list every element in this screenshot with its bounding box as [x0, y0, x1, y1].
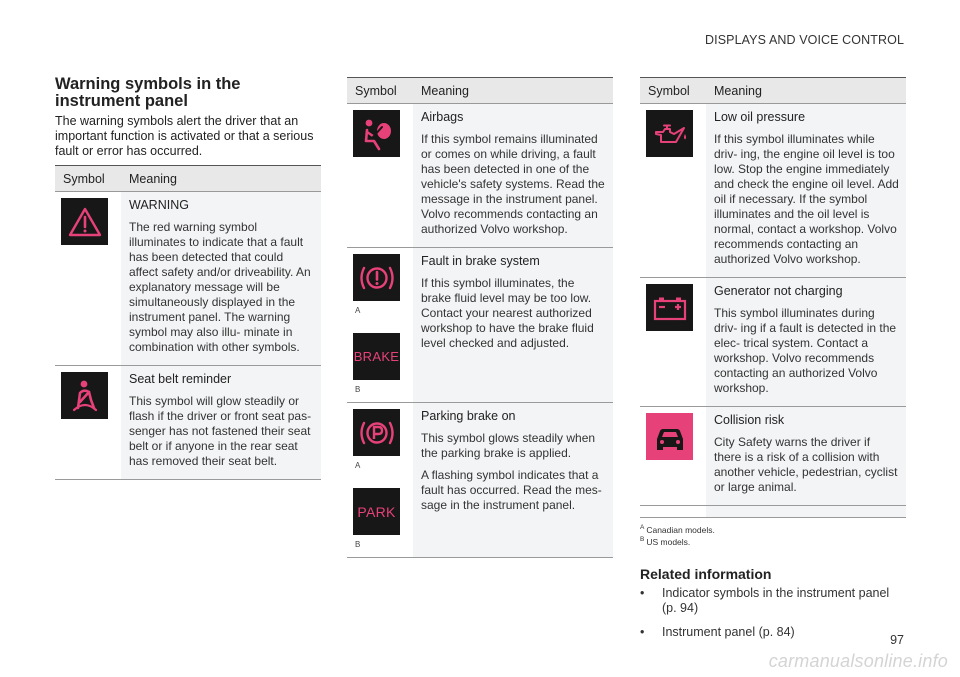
footnote [640, 535, 906, 547]
symbol-cell [55, 192, 121, 366]
meaning-text: If this symbol illuminates while driv- ing, the engine oil level is too low. Stop the engine immediately and check the engine oil level. Add oil if necessary. If the symbol illuminates and the oil level is normal, contact a workshop. Volvo recommends contacting an authorized Volvo workshop. [714, 132, 899, 266]
symbol-column-header: Symbol [640, 78, 706, 104]
column-1 [55, 76, 321, 480]
table-row [347, 104, 613, 248]
symbol-cell [55, 366, 121, 480]
meaning-title: WARNING [129, 198, 189, 212]
footnote-mark-us: B [355, 385, 361, 394]
symbol-column-header: Symbol [55, 166, 121, 192]
meaning-column-header: Meaning [413, 78, 613, 104]
spacer-cell [640, 506, 706, 518]
footnote-text: Canadian models. [646, 524, 715, 535]
footnotes [640, 523, 906, 547]
meaning-title: Collision risk [714, 413, 785, 427]
meaning-cell [121, 366, 321, 480]
table-header-row [55, 166, 321, 192]
table-row [347, 403, 613, 558]
park-text-icon [353, 488, 400, 535]
symbol-cell [347, 248, 413, 403]
footnote-mark-canadian: A [355, 306, 361, 315]
table-header-row [640, 78, 906, 104]
battery-icon [646, 284, 693, 331]
warning-triangle-icon [61, 198, 108, 245]
meaning-text: City Safety warns the driver if there is a risk of a collision with another vehicle, pedestrian, cyclist or large animal. [714, 435, 898, 494]
meaning-text: This symbol glows steadily when the parking brake is applied. [421, 431, 596, 460]
meaning-column-header: Meaning [121, 166, 321, 192]
column-2 [347, 77, 613, 558]
meaning-cell [413, 248, 613, 403]
warning-symbols-table-2 [347, 77, 613, 558]
meaning-cell [706, 278, 906, 407]
spacer-cell [706, 506, 906, 518]
table-header-row [347, 78, 613, 104]
table-row [640, 104, 906, 278]
parking-brake-icon [353, 409, 400, 456]
related-link-text[interactable]: Indicator symbols in the instrument panel (p. 94) [662, 585, 890, 615]
meaning-cell [706, 407, 906, 506]
meaning-text: The red warning symbol illuminates to indicate that a fault has been detected that could affect safety and/or driveability. An explanatory message will be simultaneously displayed in the instrument panel. The warning symbol may also illu- minate in combination with other symbols. [129, 220, 311, 354]
running-header: DISPLAYS AND VOICE CONTROL [705, 33, 904, 47]
meaning-title: Low oil pressure [714, 110, 806, 124]
meaning-text: If this symbol illuminates, the brake fluid level may be too low. Contact your nearest authorized workshop to have the brake fluid level checked and adjusted. [421, 276, 594, 350]
meaning-text: This symbol illuminates during driv- ing if a fault is detected in the elec- trical system. Contact a workshop. Volvo recommends contacting an authorized Volvo workshop. [714, 306, 897, 395]
meaning-cell [413, 403, 613, 558]
meaning-text: This symbol will glow steadily or flash if the driver or front seat pas- senger has not fastened their seat belt or if anyone in the rear seat has removed their seat belt. [129, 394, 312, 468]
footnote [640, 523, 906, 535]
table-row [640, 407, 906, 506]
warning-symbols-table-1 [55, 165, 321, 480]
footnote-mark-us: B [355, 540, 361, 549]
intro-paragraph: The warning symbols alert the driver that an important function is activated or that a serious fault or error has occurred. [55, 114, 314, 158]
warning-symbols-table-3 [640, 77, 906, 518]
meaning-cell [121, 192, 321, 366]
brake-word: BRAKE [353, 349, 400, 364]
bullet: • [640, 585, 645, 600]
related-link[interactable] [640, 625, 906, 640]
oil-pressure-icon [646, 110, 693, 157]
park-word: PARK [357, 503, 396, 520]
meaning-column-header: Meaning [706, 78, 906, 104]
footnote-mark-canadian: A [355, 461, 361, 470]
symbol-cell [640, 104, 706, 278]
symbol-cell [347, 403, 413, 558]
table-spacer-row [640, 506, 906, 518]
brake-fault-icon [353, 254, 400, 301]
bullet: • [640, 624, 645, 639]
symbol-cell [347, 104, 413, 248]
footnote-text: US models. [646, 536, 691, 547]
meaning-text: A flashing symbol indicates that a fault has occurred. Read the mes- sage in the instrument panel. [421, 468, 602, 512]
meaning-text: If this symbol remains illuminated or comes on while driving, a fault has been detected in one of the vehicle's safety systems. Read the message in the instrument panel. Volvo recommends contacting an authorized Volvo workshop. [421, 132, 605, 236]
table-row [347, 248, 613, 403]
seat-belt-icon [61, 372, 108, 419]
meaning-title: Parking brake on [421, 409, 516, 423]
symbol-cell [640, 407, 706, 506]
meaning-cell [413, 104, 613, 248]
collision-risk-icon [646, 413, 693, 460]
table-row [55, 366, 321, 480]
meaning-title: Seat belt reminder [129, 372, 232, 386]
table-row [55, 192, 321, 366]
meaning-cell [706, 104, 906, 278]
footnote-mark: B [640, 535, 645, 543]
footnote-mark: A [640, 524, 645, 531]
airbag-icon [353, 110, 400, 157]
column-3 [640, 77, 906, 649]
related-information-title: Related information [640, 565, 772, 582]
section-title: Warning symbols in the instrument panel [55, 75, 241, 110]
symbol-cell [640, 278, 706, 407]
brake-text-icon [353, 333, 400, 380]
table-row [640, 278, 906, 407]
related-link[interactable] [640, 586, 906, 616]
page-number: 97 [890, 633, 904, 647]
meaning-title: Airbags [421, 110, 464, 124]
related-link-text[interactable]: Instrument panel (p. 84) [662, 624, 795, 639]
symbol-column-header: Symbol [347, 78, 413, 104]
watermark: carmanualsonline.info [768, 651, 948, 671]
meaning-title: Fault in brake system [421, 254, 540, 268]
meaning-title: Generator not charging [714, 284, 843, 298]
